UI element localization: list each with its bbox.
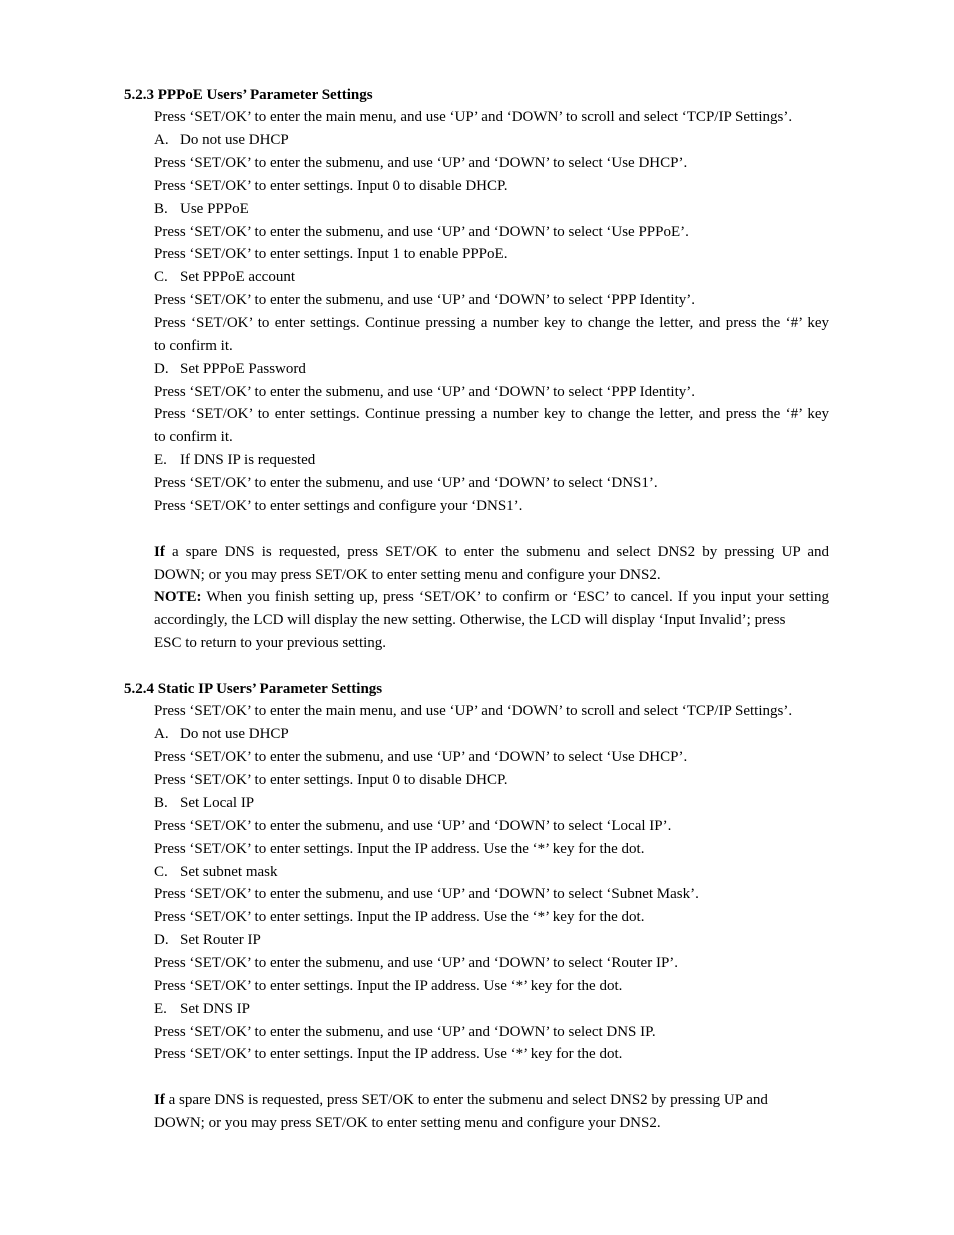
- step-title-text: Set PPPoE account: [180, 269, 295, 285]
- section-heading-static-ip: 5.2.4 Static IP Users’ Parameter Settings: [124, 681, 383, 697]
- step-line: Press ‘SET/OK’ to enter the submenu, and use ‘UP’ and ‘DOWN’ to select ‘DNS1’.: [154, 475, 658, 491]
- step-letter: A.: [154, 726, 169, 742]
- step-line: to confirm it.: [154, 338, 233, 354]
- step-title-text: If DNS IP is requested: [180, 452, 316, 468]
- step-title-text: Use PPPoE: [180, 201, 249, 217]
- section-intro: Press ‘SET/OK’ to enter the main menu, and use ‘UP’ and ‘DOWN’ to scroll and select ‘TCP/IP Settings’.: [154, 703, 793, 719]
- step-line: Press ‘SET/OK’ to enter the submenu, and use ‘UP’ and ‘DOWN’ to select DNS IP.: [154, 1024, 656, 1040]
- step-line: Press ‘SET/OK’ to enter settings. Input 0 to disable DHCP.: [154, 772, 508, 788]
- step-letter: A.: [154, 132, 169, 148]
- step-letter: D.: [154, 361, 169, 377]
- step-letter: E.: [154, 452, 167, 468]
- step-letter: E.: [154, 1001, 167, 1017]
- step-line: Press ‘SET/OK’ to enter settings and configure your ‘DNS1’.: [154, 498, 523, 514]
- step-line: Press ‘SET/OK’ to enter the submenu, and use ‘UP’ and ‘DOWN’ to select ‘Subnet Mask’.: [154, 886, 699, 902]
- step-line: Press ‘SET/OK’ to enter settings. Input the IP address. Use the ‘*’ key for the dot.: [154, 841, 645, 857]
- step-title-text: Set PPPoE Password: [180, 361, 306, 377]
- spare-dns-lead: If: [154, 1092, 165, 1108]
- step-title: [154, 131, 289, 149]
- note-lead: NOTE:: [154, 589, 202, 605]
- step-title: [154, 931, 261, 949]
- step-line: Press ‘SET/OK’ to enter settings. Continue pressing a number key to change the letter, and press the ‘#’ key: [154, 406, 829, 422]
- section-intro: Press ‘SET/OK’ to enter the main menu, and use ‘UP’ and ‘DOWN’ to scroll and select ‘TCP/IP Settings’.: [154, 109, 793, 125]
- step-line: Press ‘SET/OK’ to enter the submenu, and use ‘UP’ and ‘DOWN’ to select ‘Use PPPoE’.: [154, 224, 689, 240]
- step-letter: C.: [154, 269, 168, 285]
- step-letter: C.: [154, 864, 168, 880]
- step-title-text: Set DNS IP: [180, 1001, 251, 1017]
- step-line: Press ‘SET/OK’ to enter the submenu, and use ‘UP’ and ‘DOWN’ to select ‘Local IP’.: [154, 818, 672, 834]
- spare-dns-paragraph: [154, 543, 829, 561]
- step-title-text: Set subnet mask: [180, 864, 278, 880]
- spare-dns-text: a spare DNS is requested, press SET/OK to enter the submenu and select DNS2 by pressing UP and: [164, 544, 829, 560]
- step-line: Press ‘SET/OK’ to enter the submenu, and use ‘UP’ and ‘DOWN’ to select ‘Router IP’.: [154, 955, 679, 971]
- step-letter: B.: [154, 201, 168, 217]
- step-line: to confirm it.: [154, 429, 233, 445]
- step-line: Press ‘SET/OK’ to enter the submenu, and use ‘UP’ and ‘DOWN’ to select ‘Use DHCP’.: [154, 749, 688, 765]
- spare-dns-line: DOWN; or you may press SET/OK to enter setting menu and configure your DNS2.: [154, 567, 661, 583]
- step-title: [154, 863, 278, 881]
- step-line: Press ‘SET/OK’ to enter the submenu, and use ‘UP’ and ‘DOWN’ to select ‘Use DHCP’.: [154, 155, 688, 171]
- step-line: Press ‘SET/OK’ to enter settings. Input the IP address. Use ‘*’ key for the dot.: [154, 1046, 623, 1062]
- step-title: [154, 200, 249, 218]
- spare-dns-paragraph: [154, 1091, 768, 1109]
- step-line: Press ‘SET/OK’ to enter settings. Continue pressing a number key to change the letter, and press the ‘#’ key: [154, 315, 829, 331]
- step-line: Press ‘SET/OK’ to enter settings. Input the IP address. Use ‘*’ key for the dot.: [154, 978, 623, 994]
- step-title-text: Do not use DHCP: [180, 726, 289, 742]
- spare-dns-lead: If: [154, 544, 165, 560]
- step-line: Press ‘SET/OK’ to enter settings. Input 1 to enable PPPoE.: [154, 246, 508, 262]
- step-line: Press ‘SET/OK’ to enter the submenu, and use ‘UP’ and ‘DOWN’ to select ‘PPP Identity’.: [154, 384, 696, 400]
- step-line: Press ‘SET/OK’ to enter the submenu, and use ‘UP’ and ‘DOWN’ to select ‘PPP Identity’.: [154, 292, 696, 308]
- step-title: [154, 360, 306, 378]
- step-title: [154, 794, 254, 812]
- step-title: [154, 725, 289, 743]
- step-title-text: Set Local IP: [180, 795, 255, 811]
- step-letter: D.: [154, 932, 169, 948]
- section-heading-pppoe: 5.2.3 PPPoE Users’ Parameter Settings: [124, 87, 373, 103]
- step-line: Press ‘SET/OK’ to enter settings. Input 0 to disable DHCP.: [154, 178, 508, 194]
- step-line: Press ‘SET/OK’ to enter settings. Input the IP address. Use the ‘*’ key for the dot.: [154, 909, 645, 925]
- note-paragraph: [154, 588, 829, 606]
- step-title-text: Set Router IP: [180, 932, 261, 948]
- step-title: [154, 268, 295, 286]
- step-title-text: Do not use DHCP: [180, 132, 289, 148]
- step-title: [154, 451, 315, 469]
- spare-dns-line: DOWN; or you may press SET/OK to enter setting menu and configure your DNS2.: [154, 1115, 661, 1131]
- note-line: accordingly, the LCD will display the new setting. Otherwise, the LCD will display ‘Input Invalid’; press: [154, 612, 786, 628]
- note-line: ESC to return to your previous setting.: [154, 635, 387, 651]
- spare-dns-text: a spare DNS is requested, press SET/OK to enter the submenu and select DNS2 by pressing UP and: [164, 1092, 768, 1108]
- step-letter: B.: [154, 795, 168, 811]
- step-title: [154, 1000, 250, 1018]
- note-text: When you finish setting up, press ‘SET/OK’ to confirm or ‘ESC’ to cancel. If you input your setting: [201, 589, 829, 605]
